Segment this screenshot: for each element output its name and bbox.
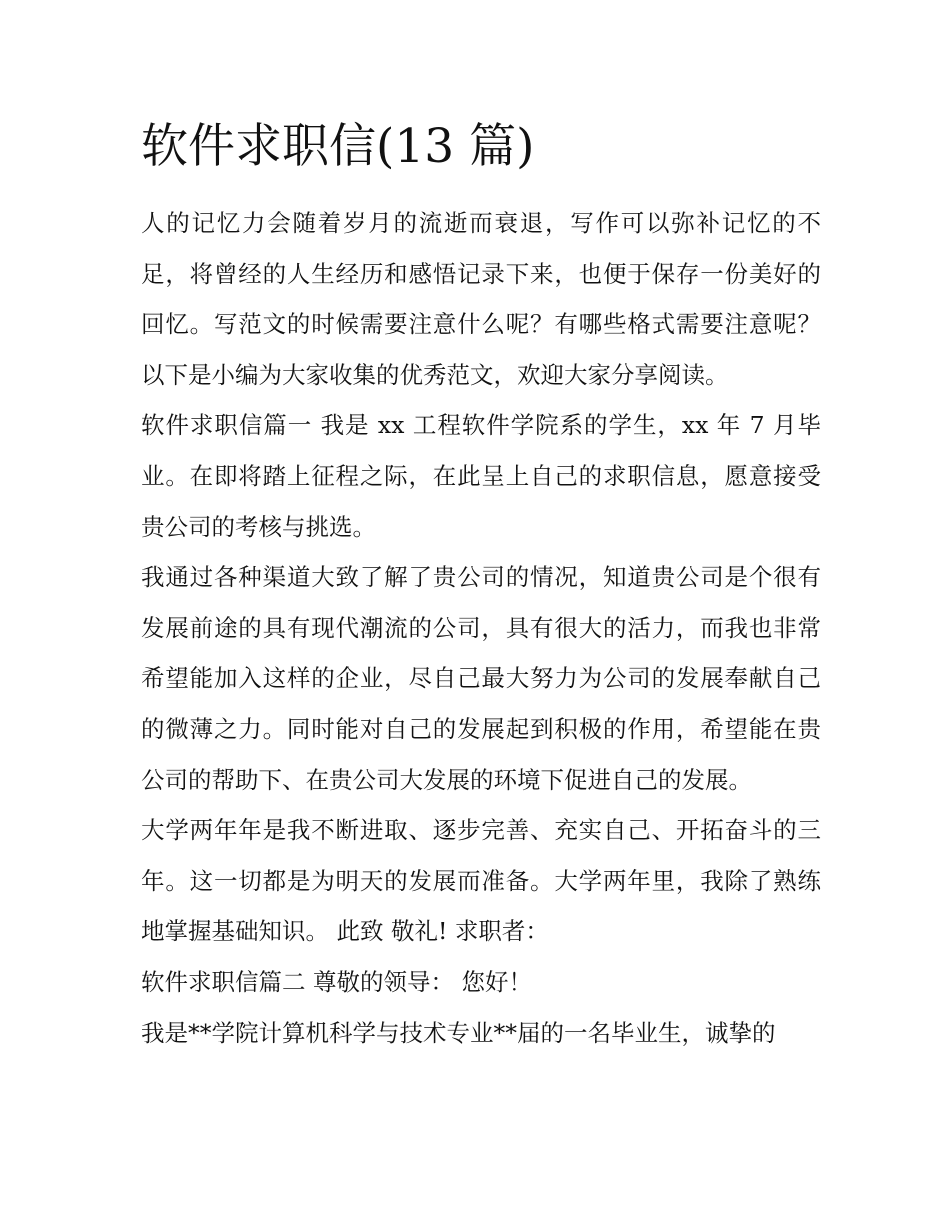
paragraph-university-years: 大学两年年是我不断进取、逐步完善、充实自己、开拓奋斗的三年。这一切都是为明天的发展而准备。大学两年里，我除了熟练地掌握基础知识。 此致 敬礼! 求职者： — [141, 816, 821, 946]
paragraph-letter-two-greeting: 软件求职信篇二 尊敬的领导： 您好！ — [141, 967, 532, 996]
paragraph-intro: 人的记忆力会随着岁月的流逝而衰退，写作可以弥补记忆的不足，将曾经的人生经历和感悟记录下来，也便于保存一份美好的回忆。写范文的时候需要注意什么呢？有哪些格式需要注意呢？以下是小编为大家收集的优秀范文，欢迎大家分享阅读。 — [141, 209, 821, 389]
document-body — [141, 198, 821, 1058]
paragraph-company-interest: 我通过各种渠道大致了解了贵公司的情况，知道贵公司是个很有发展前途的具有现代潮流的公司，具有很大的活力，而我也非常希望能加入这样的企业，尽自己最大努力为公司的发展奉献自己的微薄之力。同时能对自己的发展起到积极的作用，希望能在贵公司的帮助下、在贵公司大发展的环境下促进自己的发展。 — [141, 563, 821, 794]
paragraph-letter-one-opening: 软件求职信篇一 我是 xx 工程软件学院系的学生，xx 年 7 月毕业。在即将踏上征程之际，在此呈上自己的求职信息，愿意接受贵公司的考核与挑选。 — [141, 411, 821, 541]
paragraph-letter-two-intro: 我是**学院计算机科学与技术专业**届的一名毕业生，诚挚的 — [141, 1018, 776, 1047]
document-content — [141, 117, 821, 1058]
document-title: 软件求职信(13 篇) — [141, 119, 535, 174]
